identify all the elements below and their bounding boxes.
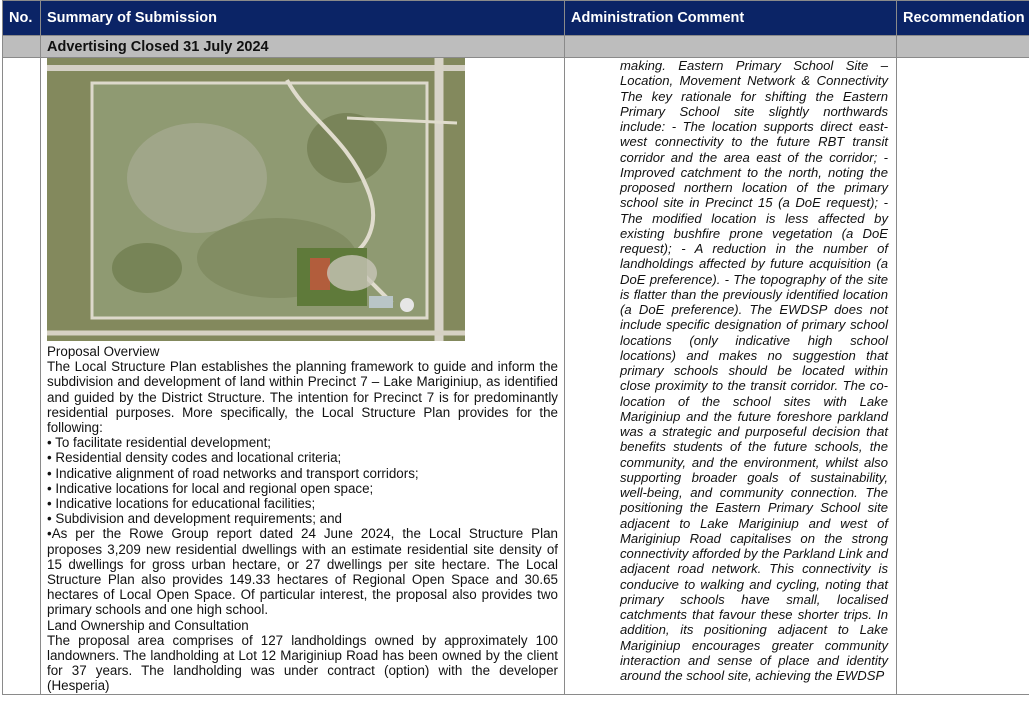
- header-row: [3, 1, 1029, 36]
- bullet-item: • Indicative alignment of road networks and transport corridors;: [47, 465, 419, 481]
- header-admin-comment: Administration Comment: [565, 1, 897, 36]
- bullet-item: • Residential density codes and locational criteria;: [47, 450, 342, 466]
- overview-text: The Local Structure Plan establishes the planning framework to guide and inform the subdivision and development of land within Precinct 7 – Lake Mariginiup, as identified and guided by the District Structure. The intention for Precinct 7 is for predominantly residential purposes. More specifically, the Local Structure Plan provides for the following:: [47, 359, 558, 436]
- section-title: Advertising Closed 31 July 2024: [41, 36, 565, 58]
- land-ownership-heading: Land Ownership and Consultation: [47, 617, 249, 633]
- recommendation-cell: [897, 58, 1029, 695]
- admin-comment-cell: [565, 58, 897, 695]
- land-ownership-text: The proposal area comprises of 127 landholdings owned by approximately 100 landowners. The landholding at Lot 12 Mariginiup Road has been owned by the client for 37 years. The landholding was under contract (option) with the developer (Hesperia): [47, 632, 558, 694]
- rowe-group-text: •As per the Rowe Group report dated 24 June 2024, the Local Structure Plan proposes 3,209 new residential dwellings with an estimate residential site density of 15 dwellings for gross urban hectare, or 27 dwellings per site hectare. The Local Structure Plan also provides 149.33 hectares of Regional Open Space and 30.65 hectares of Local Open Space. Of particular interest, the proposal also provides two primary schools and one high school.: [47, 526, 558, 618]
- row-number-cell: [3, 58, 41, 695]
- header-summary: Summary of Submission: [41, 1, 565, 36]
- summary-cell: [41, 58, 565, 695]
- overview-heading: Proposal Overview: [47, 344, 160, 359]
- section-rec-cell: [897, 36, 1029, 58]
- section-admin-cell: [565, 36, 897, 58]
- aerial-photo: [47, 58, 465, 341]
- bullet-item: • Indicative locations for educational facilities;: [47, 496, 316, 512]
- bullet-item: • Indicative locations for local and regional open space;: [47, 480, 374, 496]
- bullet-item: • Subdivision and development requirements; and: [47, 511, 342, 527]
- header-recommendation: Recommendation: [897, 1, 1029, 36]
- bullet-item: • To facilitate residential development;: [47, 435, 272, 451]
- section-no-cell: [3, 36, 41, 58]
- submissions-table: [2, 0, 1029, 695]
- section-row: [3, 36, 1029, 58]
- submission-row: [3, 58, 1029, 695]
- header-no: No.: [3, 1, 41, 36]
- admin-comment-text: making. Eastern Primary School Site – Location, Movement Network & Connectivity The key rationale for shifting the Eastern Primary School site slightly northwards include: - The location supports direct east-west connectivity to the future RBT transit corridor and the area east of the corridor; - Improved catchment to the north, noting the proposed northern location of the primary school site in Precinct 15 (a DoE request); - The modified location is less affected by existing bushfire prone vegetation (a DoE request); - A reduction in the number of landholdings affected by future acquisition (a DoE preference). - The topography of the site is flatter than the previously identified location (a DoE preference). The EWDSP does not include specific designation of primary school locations (only indicative high school locations) and makes no suggestion that primary schools should be located within close proximity to the transit corridor. The co-location of the school sites with Lake Mariginiup and the future foreshore parkland was a strategic and purposeful decision that benefits students of the future schools, the community, and the environment, whilst also supporting broader goals of sustainability, well-being, and community connection. The positioning the Eastern Primary School site adjacent to Lake Mariginiup and west of Mariginiup Road capitalises on the strong connectivity afforded by the Parkland Link and adjacent road network. This connectivity is conducive to walking and cycling, noting that primary schools have small, localised catchments that favour these shorter trips. In addition, its positioning adjacent to Lake Mariginiup encourages greater community interaction and sense of place and identity around the school site, achieving the EWDSP: [620, 58, 888, 683]
